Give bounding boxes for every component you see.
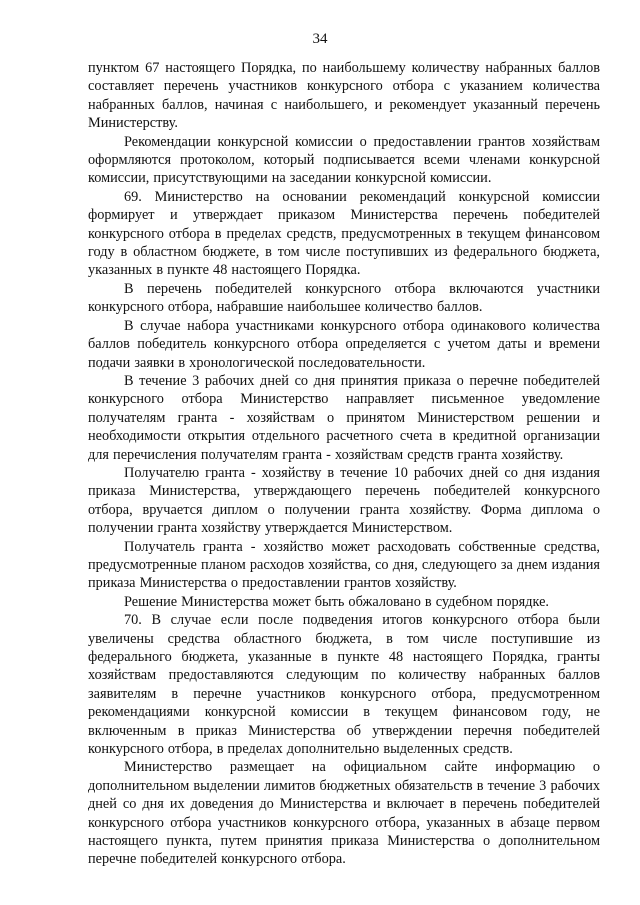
paragraph: Решение Министерства может быть обжаловано в судебном порядке. [124,593,549,610]
paragraph: Министерство размещает на официальном сайте информацию о дополнительном выделении лимитов бюджетных обязательств в течение 3 рабочих дней со дня их доведения до Министерства и включает в перечень победителей конкурсного отбора участников конкурсного отбора, указанных в абзаце первом настоящего пункта, путем принятия приказа Министерства о дополнительном перечне победителей конкурсного отбора. [88,759,600,868]
paragraph: В перечень победителей конкурсного отбора включаются участники конкурсного отбора, набравшие наибольшее количество баллов. [88,280,600,316]
paragraph: 70. В случае если после подведения итогов конкурсного отбора были увеличены средства областного бюджета, в том числе поступившие из федерального бюджета, указанные в пункте 48 настоящего Порядка, гранты хозяйствам предоставляются следующим по количеству набранных баллов заявителям в перечне участников конкурсного отбора, предусмотренном рекомендациями конкурсной комиссии в текущем финансовом году, не включенным в приказ Министерства об утверждении перечня победителей конкурсного отбора, в пределах дополнительно выделенных средств. [88,612,600,758]
paragraph: Получатель гранта - хозяйство может расходовать собственные средства, предусмотренные планом расходов хозяйства, со дня, следующего за днем издания приказа Министерства о предоставлении грантов хозяйству. [88,538,600,592]
paragraph: Получателю гранта - хозяйству в течение 10 рабочих дней со дня издания приказа Министерства, утверждающего перечень победителей конкурсного отбора, вручается диплом о получении гранта хозяйству. Форма диплома о получении гранта хозяйству утверждается Министерством. [88,464,600,537]
paragraph: В течение 3 рабочих дней со дня принятия приказа о перечне победителей конкурсного отбора Министерство направляет письменное уведомление получателям гранта - хозяйствам о принятом Министерством решении и необходимости открытия отдельного расчетного счета в кредитной организации для перечисления получателям гранта - хозяйствам средств гранта хозяйству. [88,372,600,463]
paragraph: Рекомендации конкурсной комиссии о предоставлении грантов хозяйствам оформляются протоколом, который подписывается всеми членами конкурсной комиссии, присутствующими на заседании конкурсной комиссии. [88,133,600,187]
page-number: 34 [312,31,328,47]
document-body [88,59,600,869]
paragraph: 69. Министерство на основании рекомендаций конкурсной комиссии формирует и утверждает приказом Министерства перечень победителей конкурсного отбора в пределах средств, предусмотренных в текущем финансовом году в областном бюджете, в том числе поступивших из федерального бюджета, указанных в пункте 48 настоящего Порядка. [88,188,600,279]
paragraph: пунктом 67 настоящего Порядка, по наибольшему количеству набранных баллов составляет перечень участников конкурсного отбора с указанием количества набранных баллов, начиная с наибольшего, и рекомендует указанный перечень Министерству. [88,60,600,132]
paragraph: В случае набора участниками конкурсного отбора одинакового количества баллов победитель конкурсного отбора определяется с учетом даты и времени подачи заявки в хронологической последовательности. [88,317,600,371]
